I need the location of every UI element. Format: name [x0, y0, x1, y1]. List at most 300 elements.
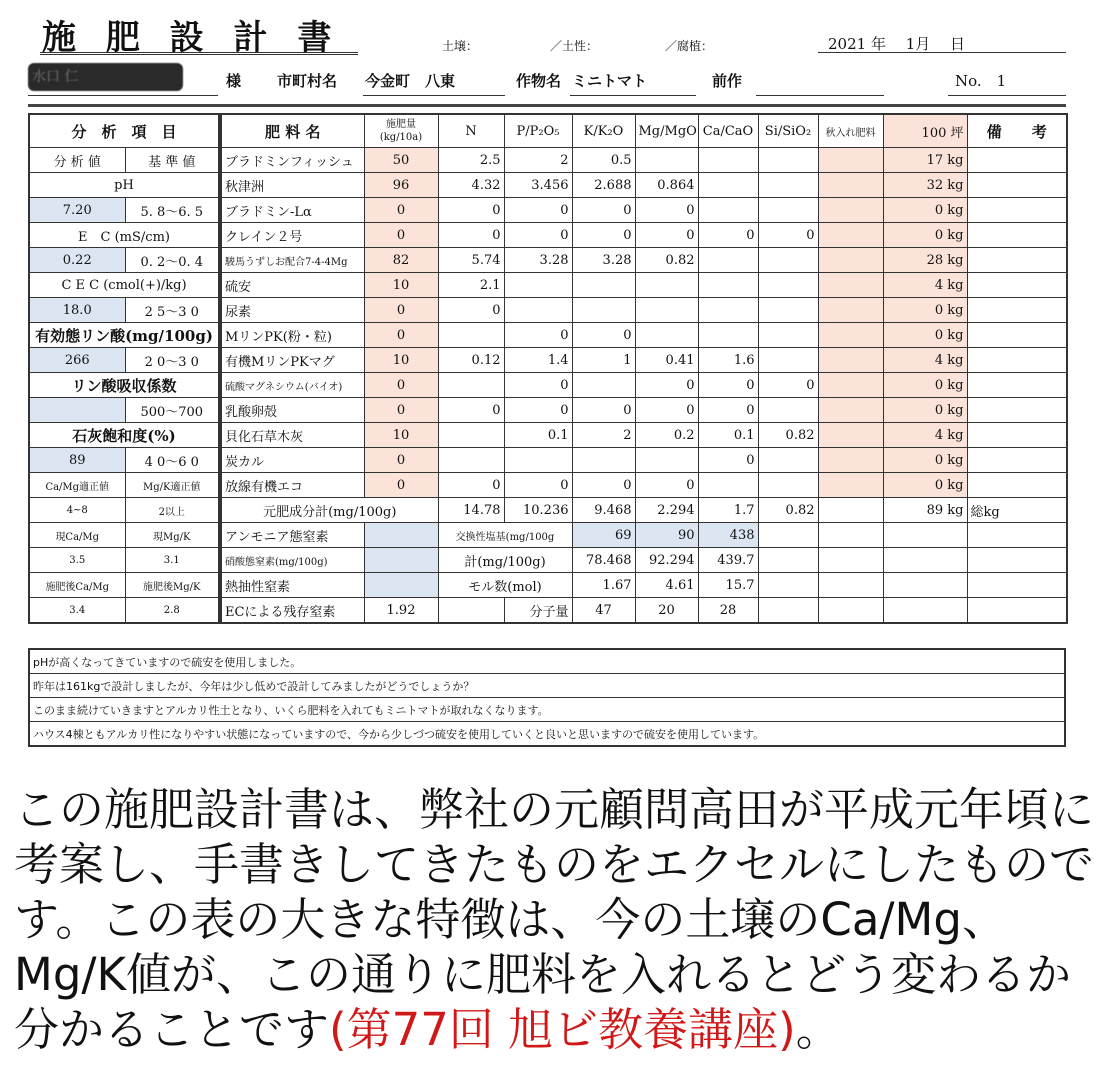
fertilizer-value: 2 [504, 148, 572, 173]
nitrogen-label: アンモニア態窒素 [221, 523, 364, 548]
totals-value: 14.78 [438, 498, 504, 523]
table-row [29, 173, 219, 198]
fertilizer-value [967, 248, 1067, 273]
empty-cell [967, 573, 1067, 598]
standard-value: 2 5～3 0 [125, 298, 219, 323]
table-row [221, 448, 1067, 473]
note-line: このまま続けていきますとアルカリ性土となり、いくら肥料を入れてもミニトマトが取れなくなります。 [29, 698, 1065, 722]
previous-crop-label: 前作 [712, 72, 743, 90]
sheet-number: No. 1 [955, 72, 1007, 90]
table-row [29, 649, 1065, 674]
table-row [29, 223, 219, 248]
base-label: 交換性塩基(mg/100g [438, 523, 572, 548]
table-row [29, 573, 219, 598]
table-row [29, 473, 219, 498]
table-row [29, 498, 219, 523]
note-line: ハウス4棟ともアルカリ性になりやすい状態になっていますので、今から少しづつ硫安を使用していくと良いと思いますので硫安を使用しています。 [29, 722, 1065, 747]
fertilizer-name: クレイン２号 [221, 223, 364, 248]
table-row [29, 198, 219, 223]
empty-cell [967, 598, 1067, 624]
caption [14, 782, 1104, 1057]
analysis-cell: 基 準 値 [125, 148, 219, 173]
fertilizer-value [818, 448, 883, 473]
fertilizer-value: 0 [698, 373, 758, 398]
analysis-value: 18.0 [29, 298, 125, 323]
analysis-cell: 施肥後Mg/K [125, 573, 219, 598]
column-header: 100 坪 [883, 114, 967, 148]
caption-end: 。 [795, 1003, 841, 1056]
standard-value: 2 0～3 0 [125, 348, 219, 373]
fertilizer-table [220, 113, 1068, 624]
fertilizer-value [504, 448, 572, 473]
soil-label: 土壌： [442, 39, 479, 53]
fertilizer-value [635, 323, 698, 348]
fertilizer-amount-input: 96 [364, 173, 438, 198]
table-row [221, 398, 1067, 423]
table-row [29, 298, 219, 323]
standard-value: 0. 2～0. 4 [125, 248, 219, 273]
base-value: 4.61 [635, 573, 698, 598]
fertilizer-value: 2 [572, 423, 635, 448]
fertilizer-name: 乳酸卵殻 [221, 398, 364, 423]
fertilizer-name: 炭カル [221, 448, 364, 473]
nitrogen-value [364, 548, 438, 573]
analysis-value: 266 [29, 348, 125, 373]
base-value: 438 [698, 523, 758, 548]
nitrogen-label: 硝酸態窒素(mg/100g) [221, 548, 364, 573]
empty-cell [438, 598, 504, 624]
fertilizer-name: ブラドミン-Lα [221, 198, 364, 223]
fertilizer-amount-input: 0 [364, 223, 438, 248]
table-row [29, 348, 219, 373]
analysis-cell: 分 析 値 [29, 148, 125, 173]
table-row [221, 523, 1067, 548]
totals-value [818, 498, 883, 523]
table-row [29, 698, 1065, 722]
fertilizer-value: 0 [635, 473, 698, 498]
empty-cell [818, 548, 883, 573]
fertilizer-value: 1.4 [504, 348, 572, 373]
fertilizer-value [698, 148, 758, 173]
fertilizer-value: 2.688 [572, 173, 635, 198]
analysis-cell: 現Mg/K [125, 523, 219, 548]
table-row [221, 298, 1067, 323]
base-value: 47 [572, 598, 635, 624]
totals-value: 総kg [967, 498, 1067, 523]
customer-name-redacted: 水口 仁 [28, 63, 183, 91]
fertilizer-amount-input: 10 [364, 423, 438, 448]
fertilizer-value: 0 [758, 223, 818, 248]
fertilizer-name: 秋津洲 [221, 173, 364, 198]
fertilizer-value [635, 273, 698, 298]
base-value: 69 [572, 523, 635, 548]
table-row [29, 423, 219, 448]
analysis-cell: 2.8 [125, 598, 219, 624]
fertilizer-value [572, 298, 635, 323]
empty-cell [818, 598, 883, 624]
fertilizer-value: 4 kg [883, 348, 967, 373]
empty-cell [883, 598, 967, 624]
fertilizer-value [758, 298, 818, 323]
fertilizer-value [572, 273, 635, 298]
fertilizer-value [967, 373, 1067, 398]
column-header: Ca/CaO [698, 114, 758, 148]
table-row [221, 114, 1067, 148]
analysis-cell: 施肥後Ca/Mg [29, 573, 125, 598]
analysis-value: 0.22 [29, 248, 125, 273]
table-row [221, 373, 1067, 398]
nitrogen-label: ECによる残存窒素 [221, 598, 364, 624]
analysis-value: 89 [29, 448, 125, 473]
column-header: Mg/MgO [635, 114, 698, 148]
fertilizer-value: 0.1 [504, 423, 572, 448]
empty-cell [883, 548, 967, 573]
fertilizer-value [967, 173, 1067, 198]
fertilizer-value [504, 273, 572, 298]
table-row [221, 548, 1067, 573]
nitrogen-value [364, 573, 438, 598]
table-row [29, 273, 219, 298]
fertilizer-value [818, 148, 883, 173]
analysis-item-label: リン酸吸収係数 [29, 373, 219, 398]
nitrogen-label: 熱抽性窒素 [221, 573, 364, 598]
fertilizer-amount-input: 10 [364, 348, 438, 373]
empty-cell [758, 523, 818, 548]
fertilizer-value [758, 148, 818, 173]
fertilizer-name: ブラドミンフィッシュ [221, 148, 364, 173]
fertilizer-value [572, 448, 635, 473]
fertilizer-value [818, 323, 883, 348]
analysis-cell: 3.4 [29, 598, 125, 624]
table-row [221, 473, 1067, 498]
empty-cell [818, 523, 883, 548]
fertilizer-value: 0 [438, 223, 504, 248]
fertilizer-value [572, 373, 635, 398]
fertilizer-value: 3.28 [504, 248, 572, 273]
fertilizer-value: 0 [572, 198, 635, 223]
column-header: K/K₂O [572, 114, 635, 148]
fertilizer-value: 3.456 [504, 173, 572, 198]
fertilizer-value [818, 298, 883, 323]
table-row [221, 173, 1067, 198]
fertilizer-value: 0 [504, 323, 572, 348]
fertilizer-name: 硫酸マグネシウム(バイオ) [221, 373, 364, 398]
empty-cell [883, 573, 967, 598]
fertilizer-value [758, 398, 818, 423]
caption-source: (第77回 旭ビ教養講座) [329, 1003, 796, 1056]
fertilizer-value [758, 473, 818, 498]
fertilizer-value [635, 448, 698, 473]
empty-cell [967, 523, 1067, 548]
base-value: 20 [635, 598, 698, 624]
table-row [29, 114, 219, 148]
table-row [29, 398, 219, 423]
fertilizer-value: 3.28 [572, 248, 635, 273]
fertilizer-value: 0 [438, 473, 504, 498]
base-value: 28 [698, 598, 758, 624]
fertilizer-value: 0 [572, 473, 635, 498]
fertilizer-value: 0 kg [883, 323, 967, 348]
municipality: 今金町 八東 [365, 72, 456, 90]
fertilizer-name: 硫安 [221, 273, 364, 298]
table-row [29, 323, 219, 348]
fertilizer-value [758, 323, 818, 348]
crop-label: 作物名 [516, 72, 562, 90]
fertilizer-value [758, 273, 818, 298]
humus-label: ／腐植： [665, 39, 714, 53]
fertilizer-value [967, 448, 1067, 473]
analysis-cell: 3.1 [125, 548, 219, 573]
totals-label: 元肥成分計(mg/100g) [221, 498, 438, 523]
base-label: 計(mg/100g) [438, 548, 572, 573]
fertilizer-value: 0.41 [635, 348, 698, 373]
fertilizer-value [438, 373, 504, 398]
table-row [29, 523, 219, 548]
analysis-item-label: E C (mS/cm) [29, 223, 219, 248]
fertilizer-value [698, 273, 758, 298]
fertilizer-value: 0 [698, 398, 758, 423]
fertilizer-value: 0 [635, 373, 698, 398]
fertilizer-value [967, 148, 1067, 173]
base-value: 1.67 [572, 573, 635, 598]
fertilizer-value [967, 273, 1067, 298]
table-row [221, 498, 1067, 523]
fertilizer-value [967, 398, 1067, 423]
table-row [221, 423, 1067, 448]
fertilizer-value: 0 [504, 223, 572, 248]
fertilizer-value [818, 473, 883, 498]
fertilizer-value [698, 323, 758, 348]
fertilizer-amount-input: 0 [364, 323, 438, 348]
fertilizer-value [967, 223, 1067, 248]
fertilizer-value [438, 423, 504, 448]
fertilizer-value: 0.5 [572, 148, 635, 173]
fertilizer-name: 有機MリンPKマグ [221, 348, 364, 373]
column-header: 施肥量(kg/10a) [364, 114, 438, 148]
fertilizer-value [818, 373, 883, 398]
fertilizer-value: 0 kg [883, 298, 967, 323]
fertilizer-value [698, 298, 758, 323]
soil-analysis-table [28, 113, 220, 624]
fertilizer-amount-input: 0 [364, 298, 438, 323]
analysis-cell: Mg/K適正値 [125, 473, 219, 498]
totals-value: 9.468 [572, 498, 635, 523]
fertilizer-name: 貝化石草木灰 [221, 423, 364, 448]
column-header: P/P₂O₅ [504, 114, 572, 148]
base-value: 15.7 [698, 573, 758, 598]
fertilizer-value: 0 [504, 373, 572, 398]
fertilizer-value: 32 kg [883, 173, 967, 198]
table-row [221, 573, 1067, 598]
fertilizer-value: 0 [572, 223, 635, 248]
fertilizer-value: 0.2 [635, 423, 698, 448]
table-row [29, 722, 1065, 747]
fertilizer-value [698, 173, 758, 198]
fertilizer-value: 0 [438, 198, 504, 223]
fertilizer-value [758, 198, 818, 223]
table-row [29, 248, 219, 273]
analysis-item-label: C E C (cmol(+)/kg) [29, 273, 219, 298]
fertilizer-amount-input: 0 [364, 448, 438, 473]
base-value: 78.468 [572, 548, 635, 573]
fertilizer-amount-input: 50 [364, 148, 438, 173]
column-header: N [438, 114, 504, 148]
empty-cell [967, 548, 1067, 573]
soil-type-label: ／土性： [550, 39, 599, 53]
totals-value: 0.82 [758, 498, 818, 523]
fertilizer-value [818, 198, 883, 223]
fertilizer-value [818, 223, 883, 248]
analysis-value [29, 398, 125, 423]
standard-value: 500～700 [125, 398, 219, 423]
fertilizer-value [818, 423, 883, 448]
table-row [29, 674, 1065, 698]
analysis-cell: 2以上 [125, 498, 219, 523]
table-row [221, 348, 1067, 373]
base-label: 分子量 [504, 598, 572, 624]
fertilizer-value [967, 323, 1067, 348]
analysis-item-label: pH [29, 173, 219, 198]
fertilizer-value: 0 [504, 198, 572, 223]
note-line: 昨年は161kgで設計しましたが、今年は少し低めで設計してみましたがどうでしょうか？ [29, 674, 1065, 698]
caption-body: この施肥設計書は、弊社の元顧問高田が平成元年頃に考案し、手書きしてきたものをエクセルにしたものです。この表の大きな特徴は、今の土壌のCa/Mg、Mg/K値が、この通りに肥料を入れるとどう変わるか分かることです [14, 783, 1095, 1056]
fertilizer-value: 0.1 [698, 423, 758, 448]
fertilizer-value [818, 248, 883, 273]
fertilizer-value [698, 473, 758, 498]
fertilizer-value: 28 kg [883, 248, 967, 273]
table-row [29, 598, 219, 624]
analysis-item-label: 有効態リン酸(mg/100g) [29, 323, 219, 348]
fertilizer-value [758, 248, 818, 273]
fertilizer-value: 0 kg [883, 373, 967, 398]
note-line: pHが高くなってきていますので硫安を使用しました。 [29, 649, 1065, 674]
municipality-label: 市町村名 [277, 72, 338, 90]
fertilizer-value: 2.1 [438, 273, 504, 298]
totals-value: 1.7 [698, 498, 758, 523]
fertilizer-name: 尿素 [221, 298, 364, 323]
fertilizer-value: 0 [504, 473, 572, 498]
fertilizer-value: 17 kg [883, 148, 967, 173]
empty-cell [883, 523, 967, 548]
column-header: 肥 料 名 [221, 114, 364, 148]
fertilizer-value: 0.82 [758, 423, 818, 448]
fertilizer-amount-input: 0 [364, 473, 438, 498]
fertilizer-value: 4.32 [438, 173, 504, 198]
date: 2021 年 1月 日 [828, 35, 966, 53]
fertilizer-value: 1.6 [698, 348, 758, 373]
fertilizer-value: 0 [758, 373, 818, 398]
nitrogen-value [364, 523, 438, 548]
base-label: モル数(mol) [438, 573, 572, 598]
table-row [221, 223, 1067, 248]
analysis-header: 分 析 項 目 [29, 114, 219, 148]
fertilizer-value: 0 kg [883, 223, 967, 248]
fertilizer-value [967, 298, 1067, 323]
fertilizer-value [818, 173, 883, 198]
fertilizer-value: 0 [504, 398, 572, 423]
fertilizer-value [438, 323, 504, 348]
fertilizer-value [967, 348, 1067, 373]
table-row [221, 598, 1067, 624]
table-row [29, 148, 219, 173]
fertilizer-value: 2.5 [438, 148, 504, 173]
table-row [221, 148, 1067, 173]
fertilizer-amount-input: 0 [364, 398, 438, 423]
fertilizer-value: 0 [635, 198, 698, 223]
table-row [221, 273, 1067, 298]
fertilizer-value [818, 273, 883, 298]
fertilizer-amount-input: 82 [364, 248, 438, 273]
empty-cell [758, 598, 818, 624]
notes-table [28, 648, 1066, 747]
fertilizer-value: 5.74 [438, 248, 504, 273]
fertilizer-value: 0 [635, 223, 698, 248]
standard-value: 5. 8～6. 5 [125, 198, 219, 223]
totals-value: 2.294 [635, 498, 698, 523]
analysis-cell: 4~8 [29, 498, 125, 523]
totals-value: 89 kg [883, 498, 967, 523]
fertilizer-name: 駿馬うずしお配合7-4-4Mg [221, 248, 364, 273]
fertilizer-value: 0 kg [883, 473, 967, 498]
fertilizer-value: 0 [698, 223, 758, 248]
base-value: 90 [635, 523, 698, 548]
fertilizer-value: 4 kg [883, 273, 967, 298]
totals-value: 10.236 [504, 498, 572, 523]
base-value: 92.294 [635, 548, 698, 573]
fertilizer-value: 0 kg [883, 398, 967, 423]
fertilizer-value [818, 398, 883, 423]
fertilizer-value [758, 173, 818, 198]
fertilizer-value [698, 198, 758, 223]
fertilizer-value: 0 [698, 448, 758, 473]
fertilizer-value: 0 [438, 298, 504, 323]
nitrogen-value: 1.92 [364, 598, 438, 624]
column-header: Si/SiO₂ [758, 114, 818, 148]
fertilizer-value [635, 298, 698, 323]
fertilizer-value [967, 473, 1067, 498]
fertilizer-amount-input: 10 [364, 273, 438, 298]
empty-cell [758, 548, 818, 573]
fertilizer-value [438, 448, 504, 473]
standard-value: 4 0～6 0 [125, 448, 219, 473]
fertilizer-value [635, 148, 698, 173]
column-header: 秋入れ肥料 [818, 114, 883, 148]
fertilizer-value [758, 448, 818, 473]
analysis-value: 7.20 [29, 198, 125, 223]
analysis-cell: 3.5 [29, 548, 125, 573]
fertilizer-value: 0 [635, 398, 698, 423]
base-value: 439.7 [698, 548, 758, 573]
empty-cell [758, 573, 818, 598]
fertilizer-value [967, 423, 1067, 448]
fertilizer-amount-input: 0 [364, 373, 438, 398]
column-header: 備 考 [967, 114, 1067, 148]
fertilizer-amount-input: 0 [364, 198, 438, 223]
fertilizer-value: 0 kg [883, 448, 967, 473]
fertilizer-value: 0.864 [635, 173, 698, 198]
fertilizer-value [698, 248, 758, 273]
honorific: 様 [226, 72, 242, 90]
table-row [29, 373, 219, 398]
analysis-item-label: 石灰飽和度(%) [29, 423, 219, 448]
fertilizer-value: 0 [572, 323, 635, 348]
fertilizer-value: 0 kg [883, 198, 967, 223]
table-row [221, 248, 1067, 273]
table-row [221, 323, 1067, 348]
fertilizer-name: MリンPK(粉・粒) [221, 323, 364, 348]
table-row [29, 548, 219, 573]
fertilizer-value [818, 348, 883, 373]
